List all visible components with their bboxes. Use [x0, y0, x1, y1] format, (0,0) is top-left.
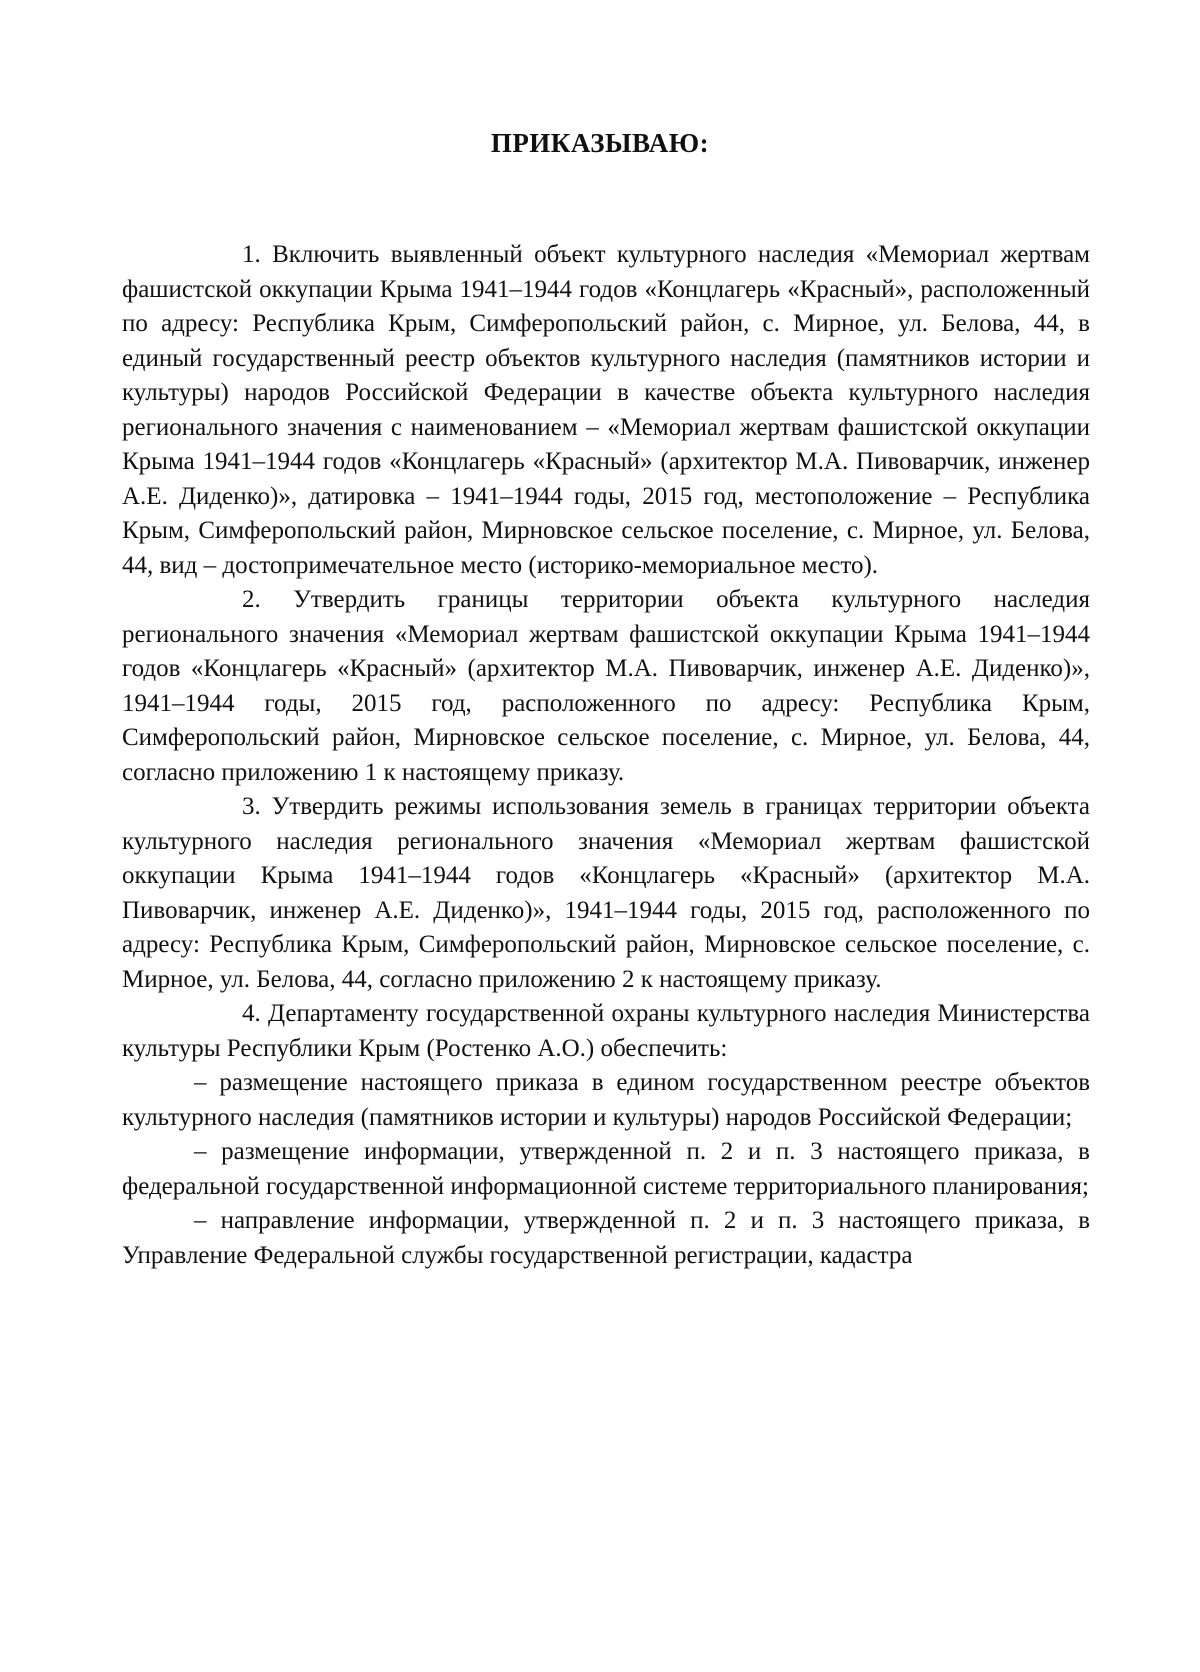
item-text: Департаменту государственной охраны культурного наследия Министерства культуры Республики Крым (Ростенко А.О.) обеспечить: — [122, 1000, 1090, 1062]
order-item-3 — [122, 790, 1090, 997]
item-text: Включить выявленный объект культурного наследия «Мемориал жертвам фашистской оккупации Крыма 1941–1944 годов «Концлагерь «Красный», расположенный по адресу: Республика Крым, Симферопольский район, с. Мирное, ул. Белова, 44, в единый государственный реестр объектов культурного наследия (памятников истории и культуры) народов Российской Федерации в качестве объекта культурного наследия регионального значения с наименованием – «Мемориал жертвам фашистской оккупации Крыма 1941–1944 годов «Концлагерь «Красный» (архитектор М.А. Пивоварчик, инженер А.Е. Диденко)», датировка – 1941–1944 годы, 2015 год, местоположение – Республика Крым, Симферопольский район, Мирновское сельское поселение, с. Мирное, ул. Белова, 44, вид – достопримечательное место (историко-мемориальное место). — [122, 241, 1091, 579]
order-subitem-3: – направление информации, утвержденной п. 2 и п. 3 настоящего приказа, в Управление Федеральной службы государственной регистрации, кадастра — [122, 1207, 1090, 1269]
order-subitem-1: – размещение настоящего приказа в едином государственном реестре объектов культурного наследия (памятников истории и культуры) народов Российской Федерации; — [122, 1069, 1090, 1131]
item-text: Утвердить границы территории объекта культурного наследия регионального значения «Мемориал жертвам фашистской оккупации Крыма 1941–1944 годов «Концлагерь «Красный» (архитектор М.А. Пивоварчик, инженер А.Е. Диденко)», 1941–1944 годы, 2015 год, расположенного по адресу: Республика Крым, Симферопольский район, Мирновское сельское поселение, с. Мирное, ул. Белова, 44, согласно приложению 1 к настоящему приказу. — [122, 586, 1091, 786]
order-item-1 — [122, 238, 1090, 583]
item-number: 3. — [242, 793, 261, 820]
order-item-4 — [122, 997, 1090, 1066]
order-item-2 — [122, 583, 1090, 790]
order-heading: ПРИКАЗЫВАЮ: — [490, 128, 710, 158]
order-subitem-2: – размещение информации, утвержденной п. 2 и п. 3 настоящего приказа, в федеральной государственной информационной системе территориального планирования; — [122, 1138, 1090, 1200]
item-number: 2. — [242, 586, 261, 613]
item-text: Утвердить режимы использования земель в границах территории объекта культурного наследия регионального значения «Мемориал жертвам фашистской оккупации Крыма 1941–1944 годов «Концлагерь «Красный» (архитектор М.А. Пивоварчик, инженер А.Е. Диденко)», 1941–1944 годы, 2015 год, расположенного по адресу: Республика Крым, Симферопольский район, Мирновское сельское поселение, с. Мирное, ул. Белова, 44, согласно приложению 2 к настоящему приказу. — [122, 793, 1091, 993]
item-number: 4. — [242, 1000, 261, 1027]
item-number: 1. — [242, 241, 261, 268]
document-body — [122, 238, 1090, 1273]
